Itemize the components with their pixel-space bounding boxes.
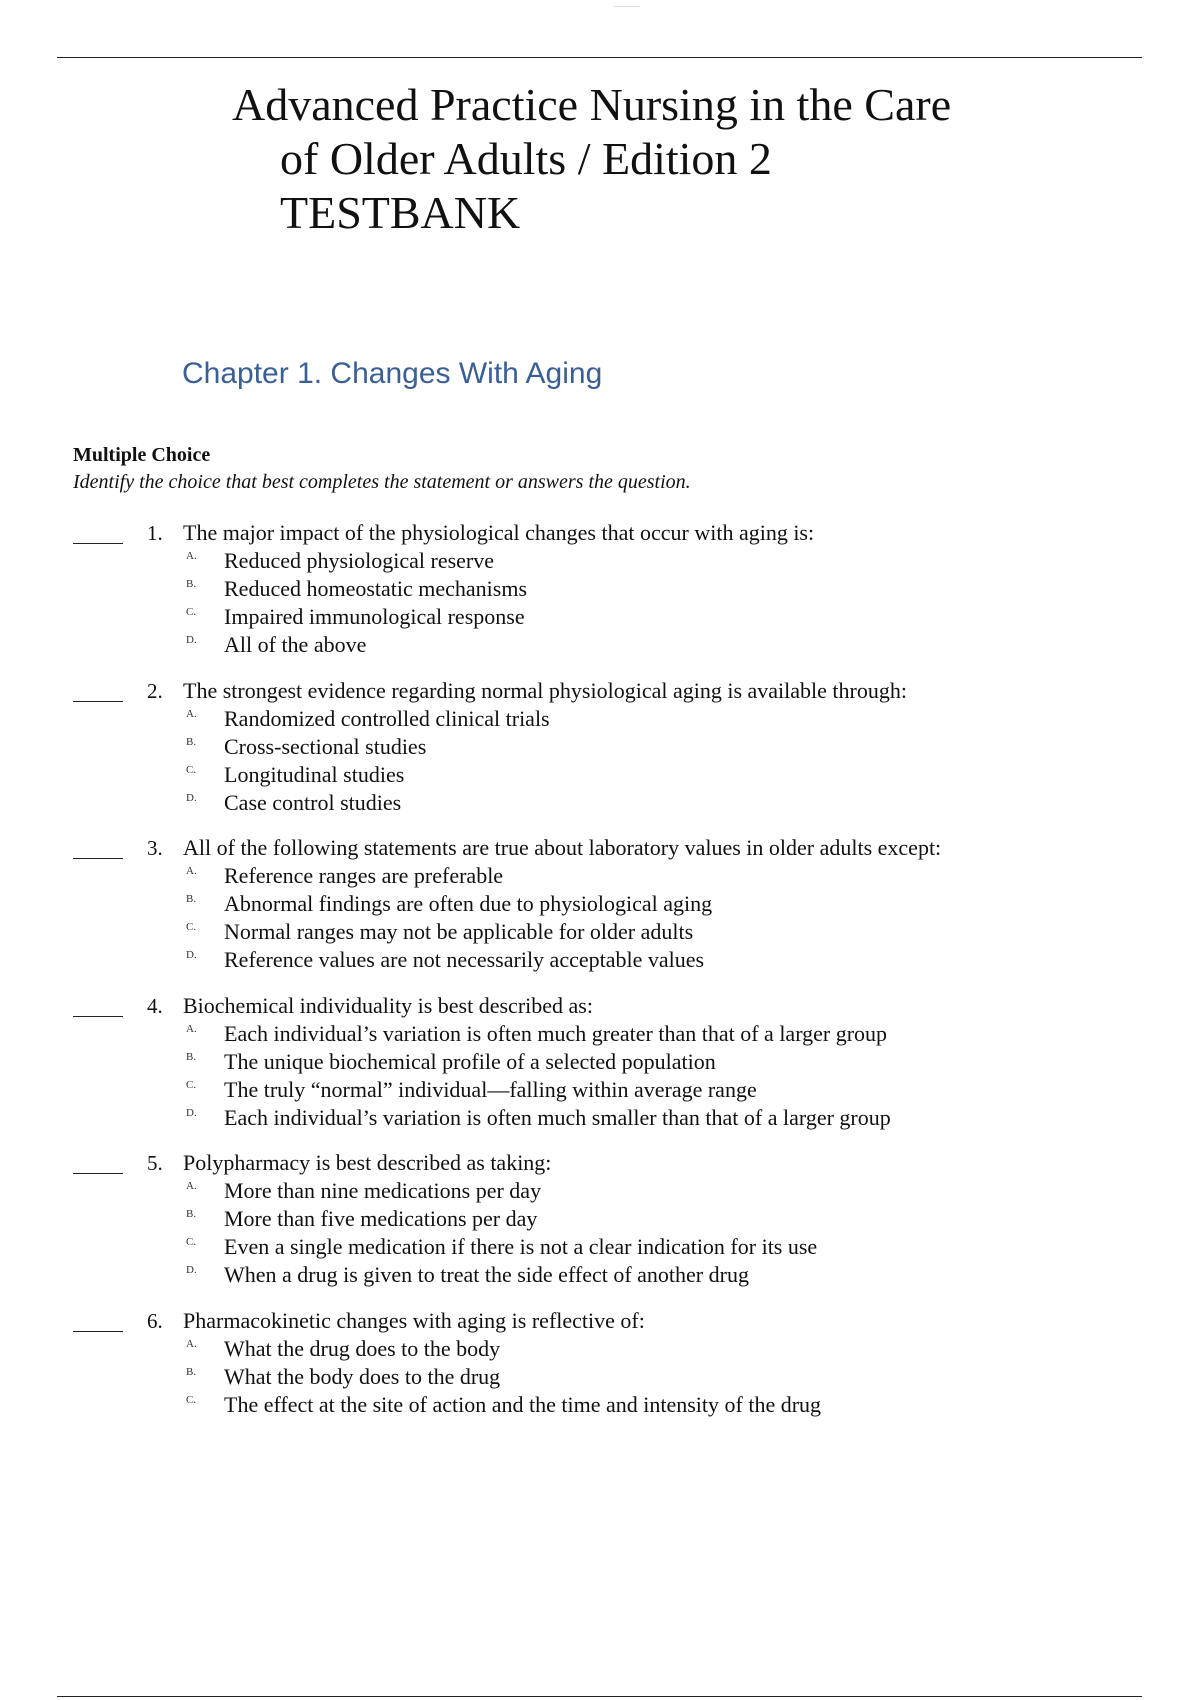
question-text: Pharmacokinetic changes with aging is reflective of: — [183, 1307, 645, 1333]
answer-option — [0, 947, 1200, 975]
title-line-2: of Older Adults / Edition 2 — [280, 133, 772, 184]
option-text: Cross-sectional studies — [224, 733, 427, 759]
question-item — [0, 678, 1200, 836]
option-text: Reference ranges are preferable — [224, 863, 504, 888]
title-line-3: TESTBANK — [280, 187, 521, 238]
option-list — [0, 1178, 1200, 1290]
option-letter: A. — [186, 1022, 197, 1035]
option-letter: B. — [186, 578, 197, 590]
option-text: Even a single medication if there is not a clear indication for its use — [224, 1234, 818, 1259]
option-letter: D. — [186, 1264, 197, 1276]
option-text: Case control studies — [224, 789, 402, 815]
answer-option — [0, 919, 1200, 947]
option-list — [0, 1021, 1200, 1133]
question-text: All of the following statements are true about laboratory values in older adults except: — [183, 835, 942, 860]
option-text: All of the above — [224, 632, 367, 657]
option-text: The unique biochemical profile of a selected population — [224, 1048, 716, 1074]
question-text: The strongest evidence regarding normal physiological aging is available through: — [183, 677, 907, 703]
option-text: Each individual’s variation is often much smaller than that of a larger group — [224, 1104, 891, 1130]
section-heading: Multiple Choice — [73, 444, 211, 466]
option-text: More than five medications per day — [224, 1206, 538, 1231]
answer-blank[interactable] — [73, 543, 123, 544]
answer-option — [0, 1105, 1200, 1133]
option-text: The truly “normal” individual—falling within average range — [224, 1076, 757, 1102]
option-letter: C. — [186, 763, 197, 776]
answer-option — [0, 1364, 1200, 1392]
option-text: Normal ranges may not be applicable for older adults — [224, 919, 694, 944]
instructions-text: Identify the choice that best completes the statement or answers the question. — [73, 471, 691, 493]
answer-option — [0, 548, 1200, 576]
chapter-heading: Chapter 1. Changes With Aging — [182, 357, 603, 390]
option-letter: C. — [186, 1078, 197, 1091]
option-letter: A. — [186, 1180, 197, 1192]
answer-option — [0, 734, 1200, 762]
question-number: 2. — [147, 678, 163, 703]
answer-option — [0, 891, 1200, 919]
option-letter: C. — [186, 606, 197, 618]
answer-blank[interactable] — [73, 1173, 123, 1174]
option-text: Randomized controlled clinical trials — [224, 705, 550, 731]
question-number: 1. — [147, 521, 163, 545]
option-letter: B. — [186, 893, 197, 905]
option-text: Reference values are not necessarily acceptable values — [224, 947, 705, 972]
answer-option — [0, 1234, 1200, 1262]
option-letter: D. — [186, 634, 197, 646]
answer-option — [0, 1392, 1200, 1420]
option-letter: B. — [186, 1365, 197, 1378]
question-number: 3. — [147, 836, 163, 860]
question-number: 5. — [147, 1151, 163, 1175]
question-text: The major impact of the physiological changes that occur with aging is: — [183, 520, 815, 545]
option-text: Longitudinal studies — [224, 761, 405, 787]
option-text: What the body does to the drug — [224, 1363, 501, 1389]
option-letter: C. — [186, 921, 197, 933]
option-letter: C. — [186, 1393, 197, 1406]
option-text: Impaired immunological response — [224, 604, 525, 629]
option-text: More than nine medications per day — [224, 1178, 542, 1203]
page-top-mark — [614, 0, 640, 7]
document-title — [232, 78, 1132, 240]
answer-blank[interactable] — [73, 701, 123, 702]
answer-option — [0, 1336, 1200, 1364]
header-rule — [57, 57, 1142, 58]
question-text: Polypharmacy is best described as taking: — [183, 1150, 552, 1175]
title-line-1: Advanced Practice Nursing in the Care — [232, 79, 952, 130]
option-letter: A. — [186, 550, 197, 562]
option-text: Reduced homeostatic mechanisms — [224, 576, 528, 601]
answer-option — [0, 1077, 1200, 1105]
option-letter: B. — [186, 1050, 197, 1063]
answer-option — [0, 762, 1200, 790]
question-item — [0, 1150, 1200, 1308]
answer-option — [0, 632, 1200, 660]
option-text: What the drug does to the body — [224, 1335, 501, 1361]
option-list — [0, 706, 1200, 818]
option-text: Abnormal findings are often due to physiological aging — [224, 891, 713, 916]
option-letter: D. — [186, 949, 197, 961]
option-letter: D. — [186, 1106, 197, 1119]
answer-option — [0, 863, 1200, 891]
option-letter: C. — [186, 1236, 197, 1248]
question-number: 6. — [147, 1308, 163, 1333]
answer-option — [0, 1178, 1200, 1206]
answer-blank[interactable] — [73, 1016, 123, 1017]
question-number: 4. — [147, 993, 163, 1018]
option-list — [0, 1336, 1200, 1420]
answer-option — [0, 1049, 1200, 1077]
answer-option — [0, 576, 1200, 604]
option-letter: A. — [186, 865, 197, 877]
question-item — [0, 993, 1200, 1151]
option-list — [0, 548, 1200, 660]
option-text: When a drug is given to treat the side effect of another drug — [224, 1262, 749, 1287]
option-text: The effect at the site of action and the time and intensity of the drug — [224, 1391, 822, 1417]
answer-blank[interactable] — [73, 858, 123, 859]
answer-option — [0, 790, 1200, 818]
question-item — [0, 835, 1200, 993]
answer-option — [0, 1206, 1200, 1234]
option-list — [0, 863, 1200, 975]
answer-option — [0, 1021, 1200, 1049]
answer-option — [0, 1262, 1200, 1290]
answer-blank[interactable] — [73, 1331, 123, 1332]
question-text: Biochemical individuality is best described as: — [183, 992, 593, 1018]
option-letter: A. — [186, 1337, 197, 1350]
footer-rule — [57, 1696, 1142, 1697]
option-text: Each individual’s variation is often much greater than that of a larger group — [224, 1020, 888, 1046]
option-letter: B. — [186, 735, 197, 748]
option-text: Reduced physiological reserve — [224, 548, 495, 573]
question-item — [0, 1308, 1200, 1466]
answer-option — [0, 706, 1200, 734]
question-list — [0, 520, 1200, 1465]
option-letter: D. — [186, 791, 197, 804]
option-letter: B. — [186, 1208, 197, 1220]
option-letter: A. — [186, 707, 197, 720]
answer-option — [0, 604, 1200, 632]
question-item — [0, 520, 1200, 678]
